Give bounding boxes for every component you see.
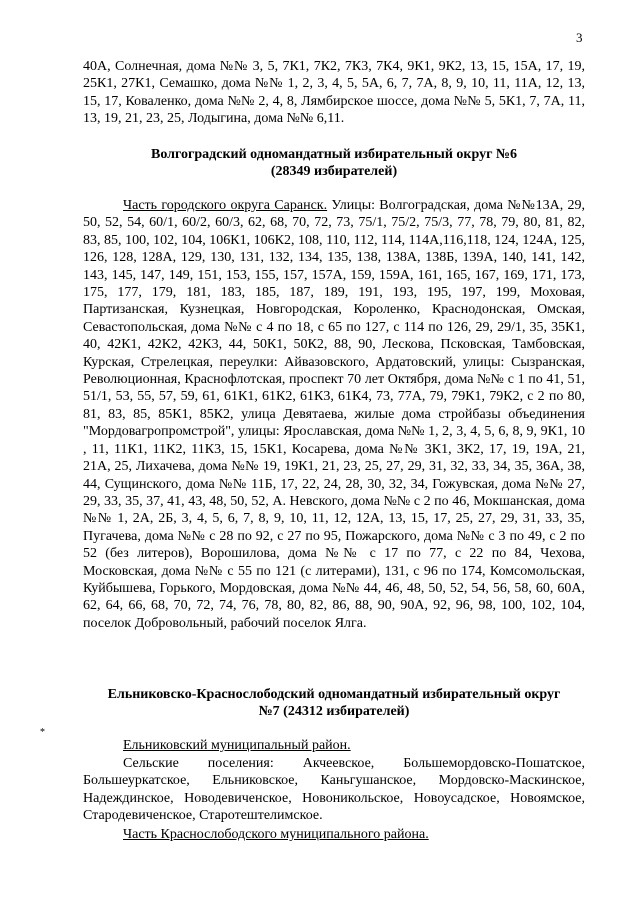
district7-district-name: Ельниковский муниципальный район. xyxy=(123,738,351,753)
district7-title xyxy=(83,686,585,721)
district7-title-line1: Ельниковско-Краснослободский одномандатный избирательный округ xyxy=(107,687,561,702)
district7-part-line xyxy=(83,826,585,843)
district6-title xyxy=(83,146,585,181)
page-number: 3 xyxy=(576,30,583,45)
district7-settlements: Сельские поселения: Акчеевское, Большемордовско-Пошатское, Большеуркатское, Ельниковское, Каньгушанское, Мордовско-Маскинское, Надеждинское, Новодевиченское, Новоникольское, Новоусадское, Новоямское, Стародевиченское, Старотештелимское. xyxy=(83,756,585,824)
district6-title-line1: Волгоградский одномандатный избирательный округ №6 xyxy=(151,147,517,162)
district7-part-label: Часть Краснослободского муниципального района. xyxy=(123,827,429,842)
margin-mark: * xyxy=(40,727,45,738)
district6-text: Улицы: Волгоградская, дома №№13А, 29, 50, 52, 54, 60/1, 60/2, 60/3, 62, 68, 70, 72, 73, 75/1, 75/2, 75/3, 77, 78, 79, 80, 81, 82, 83, 85, 100, 102, 104, 106К1, 106К2, 108, 110, 112, 114, 114А,116,118, 124, 124А, 125, 126, 128, 128А, 129, 130, 131, 132, 134, 135, 138, 138А, 138Б, 139А, 140, 141, 142, 143, 145, 147, 149, 151, 153, 155, 157, 157А, 159, 159А, 161, 165, 167, 169, 171, 173, 175, 177, 179, 181, 183, 185, 187, 189, 191, 193, 195, 197, 199, Моховая, Партизанская, Кузнецкая, Новгородская, Короленко, Краснодонская, Омская, Севастопольская, дома №№ с 4 по 18, с 65 по 127, с 114 по 126, 29, 29/1, 35, 35К1, 40, 42К1, 42К2, 42К3, 44, 50К1, 50К2, 88, 90, Лескова, Псковская, Тамбовская, Курская, Стрелецкая, переулки: Айвазовского, Ардатовский, улицы: Сызранская, Революционная, Краснофлотская, проспект 70 лет Октября, дома №№ с 1 по 41, 51, 51/1, 53, 55, 57, 59, 61, 61К1, 61К2, 61К3, 61К4, 73, 77А, 79, 79К1, 79К2, с 2 по 80, 81, 83, 85, 85К1, 85К2, улица Девятаева, жилые дома стройбазы объединения "Мордовагропромстрой", улицы: Ярославская, дома №№ 1, 2, 3, 4, 5, 6, 8, 9, 9К1, 10 , 11, 11К1, 11К2, 11К3, 15, 15К1, Косарева, дома №№ 3К1, 3К2, 17, 19, 19А, 21, 21А, 25, Лихачева, дома №№ 19, 19К1, 21, 23, 25, 27, 29, 31, 32, 33, 34, 35, 36А, 38, 44, Сущинского, дома №№ 11Б, 17, 22, 24, 28, 30, 32, 34, Гожувская, дома №№ 27, 29, 33, 35, 37, 41, 43, 48, 50, 52, А. Невского, дома №№ с 2 по 46, Мокшанская, дома №№ 1, 2А, 2Б, 3, 4, 5, 6, 7, 8, 9, 10, 11, 12, 12А, 13, 15, 17, 25, 27, 29, 31, 33, 35, Пугачева, дома №№ с 28 по 92, с 27 по 95, Пожарского, дома №№ с 3 по 49, с 2 по 52 (без литеров), Ворошилова, дома №№ с 17 по 77, с 22 по 84, Чехова, Московская, дома №№ с 55 по 121 (с литерами), 131, с 96 по 174, Комсомольская, Куйбышева, Горького, Мордовская, дома №№ 44, 46, 48, 50, 52, 54, 56, 58, 60, 60А, 62, 64, 66, 68, 70, 72, 74, 76, 78, 80, 82, 86, 88, 90, 90А, 92, 96, 98, 100, 102, 104, поселок Добровольный, рабочий поселок Ялга. xyxy=(83,198,586,631)
intro-paragraph: 40А, Солнечная, дома №№ 3, 5, 7К1, 7К2, 7К3, 7К4, 9К1, 9К2, 13, 15, 15А, 17, 19, 25К1, 27К1, Семашко, дома №№ 1, 2, 3, 4, 5, 5А, 6, 7, 7А, 8, 9, 10, 11, 11А, 12, 13, 15, 17, Коваленко, дома №№ 2, 4, 8, Лямбирское шоссе, дома №№ 5, 5К1, 7, 7А, 11, 13, 19, 21, 23, 25, Лодыгина, дома №№ 6,11. xyxy=(83,59,585,127)
district6-paragraph xyxy=(83,197,585,632)
district6-title-line2: (28349 избирателей) xyxy=(270,164,398,180)
district7-title-line2: №7 (24312 избирателей) xyxy=(258,704,410,720)
district7-district-line xyxy=(83,737,585,754)
district6-part-label: Часть городского округа Саранск. xyxy=(123,198,328,213)
